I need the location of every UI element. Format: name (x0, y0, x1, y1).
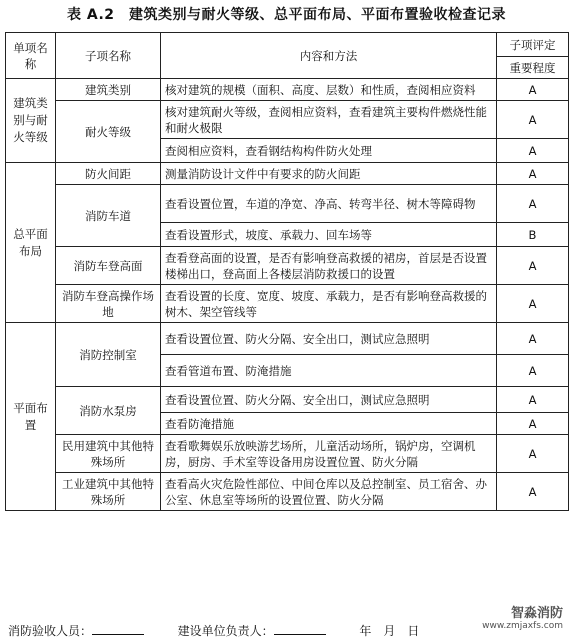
inspector-label: 消防验收人员： (8, 624, 93, 638)
table-title: 表 A.2 建筑类别与耐火等级、总平面布局、平面布置验收检查记录 (66, 7, 507, 23)
watermark-url: www.zmjaxfs.com (482, 621, 563, 631)
importance-cell: A (497, 101, 569, 139)
content-cell: 查看防淹措施 (161, 413, 497, 435)
content-cell: 查阅相应资料，查看钢结构构件防火处理 (161, 139, 497, 163)
owner-label: 建设单位负责人： (177, 624, 274, 638)
table-row (6, 101, 569, 139)
table-row (6, 323, 569, 355)
importance-cell: A (497, 185, 569, 223)
content-cell: 查看设置位置、防火分隔、安全出口，测试应急照明 (161, 387, 497, 413)
category-cell: 总平面布局 (6, 163, 56, 323)
importance-cell: A (497, 79, 569, 101)
content-cell: 测量消防设计文件中有要求的防火间距 (161, 163, 497, 185)
table-row (6, 247, 569, 285)
content-cell: 查看设置位置、防火分隔、安全出口，测试应急照明 (161, 323, 497, 355)
importance-cell: A (497, 387, 569, 413)
importance-cell: A (497, 435, 569, 473)
content-cell: 核对建筑耐火等级，查阅相应资料，查看建筑主要构件燃烧性能和耐火极限 (161, 101, 497, 139)
importance-cell: A (497, 323, 569, 355)
sub-item-cell: 消防车道 (56, 185, 161, 247)
category-cell: 建筑类别与耐火等级 (6, 79, 56, 163)
inspection-record-table (5, 32, 569, 511)
content-cell: 查看设置的长度、宽度、坡度、承载力，是否有影响登高救援的树木、架空管线等 (161, 285, 497, 323)
header-category: 单项名称 (6, 33, 56, 79)
table-row (6, 285, 569, 323)
importance-cell: B (497, 223, 569, 247)
header-importance: 重要程度 (497, 57, 569, 79)
owner-signature-blank (274, 622, 326, 635)
table-row (6, 185, 569, 223)
content-cell: 查看管道布置、防淹措施 (161, 355, 497, 387)
watermark-brand: 智淼消防 (510, 606, 563, 621)
content-cell: 查看设置位置，车道的净宽、净高、转弯半径、树木等障碍物 (161, 185, 497, 223)
importance-cell: A (497, 355, 569, 387)
inspector-signature-blank (92, 622, 144, 635)
importance-cell: A (497, 247, 569, 285)
date-label: 年 月 日 (359, 624, 420, 638)
content-cell: 查看设置形式，坡度、承载力、回车场等 (161, 223, 497, 247)
importance-cell: A (497, 285, 569, 323)
table-body (6, 79, 569, 511)
sub-item-cell: 消防车登高操作场地 (56, 285, 161, 323)
sub-item-cell: 民用建筑中其他特殊场所 (56, 435, 161, 473)
sub-item-cell: 建筑类别 (56, 79, 161, 101)
sub-item-cell: 消防控制室 (56, 323, 161, 387)
header-sub-item: 子项名称 (56, 33, 161, 79)
sub-item-cell: 防火间距 (56, 163, 161, 185)
category-cell: 平面布置 (6, 323, 56, 511)
content-cell: 核对建筑的规模（面积、高度、层数）和性质，查阅相应资料 (161, 79, 497, 101)
table-row (6, 79, 569, 101)
importance-cell: A (497, 473, 569, 511)
sub-item-cell: 耐火等级 (56, 101, 161, 163)
header-eval: 子项评定 (497, 33, 569, 57)
table-row (6, 387, 569, 413)
table-row (6, 163, 569, 185)
table-row (6, 435, 569, 473)
importance-cell: A (497, 163, 569, 185)
sub-item-cell: 工业建筑中其他特殊场所 (56, 473, 161, 511)
content-cell: 查看高火灾危险性部位、中间仓库以及总控制室、员工宿舍、办公室、休息室等场所的设置位置、防火分隔 (161, 473, 497, 511)
content-cell: 查看歌舞娱乐放映游艺场所，儿童活动场所，锅炉房，空调机房，厨房、手术室等设备用房设置位置、防火分隔 (161, 435, 497, 473)
sub-item-cell: 消防车登高面 (56, 247, 161, 285)
header-content: 内容和方法 (161, 33, 497, 79)
importance-cell: A (497, 139, 569, 163)
importance-cell: A (497, 413, 569, 435)
content-cell: 查看登高面的设置，是否有影响登高救援的裙房，首层是否设置楼梯出口，登高面上各楼层消防救援口的设置 (161, 247, 497, 285)
sub-item-cell: 消防水泵房 (56, 387, 161, 435)
table-row (6, 473, 569, 511)
watermark-logo (482, 607, 563, 633)
